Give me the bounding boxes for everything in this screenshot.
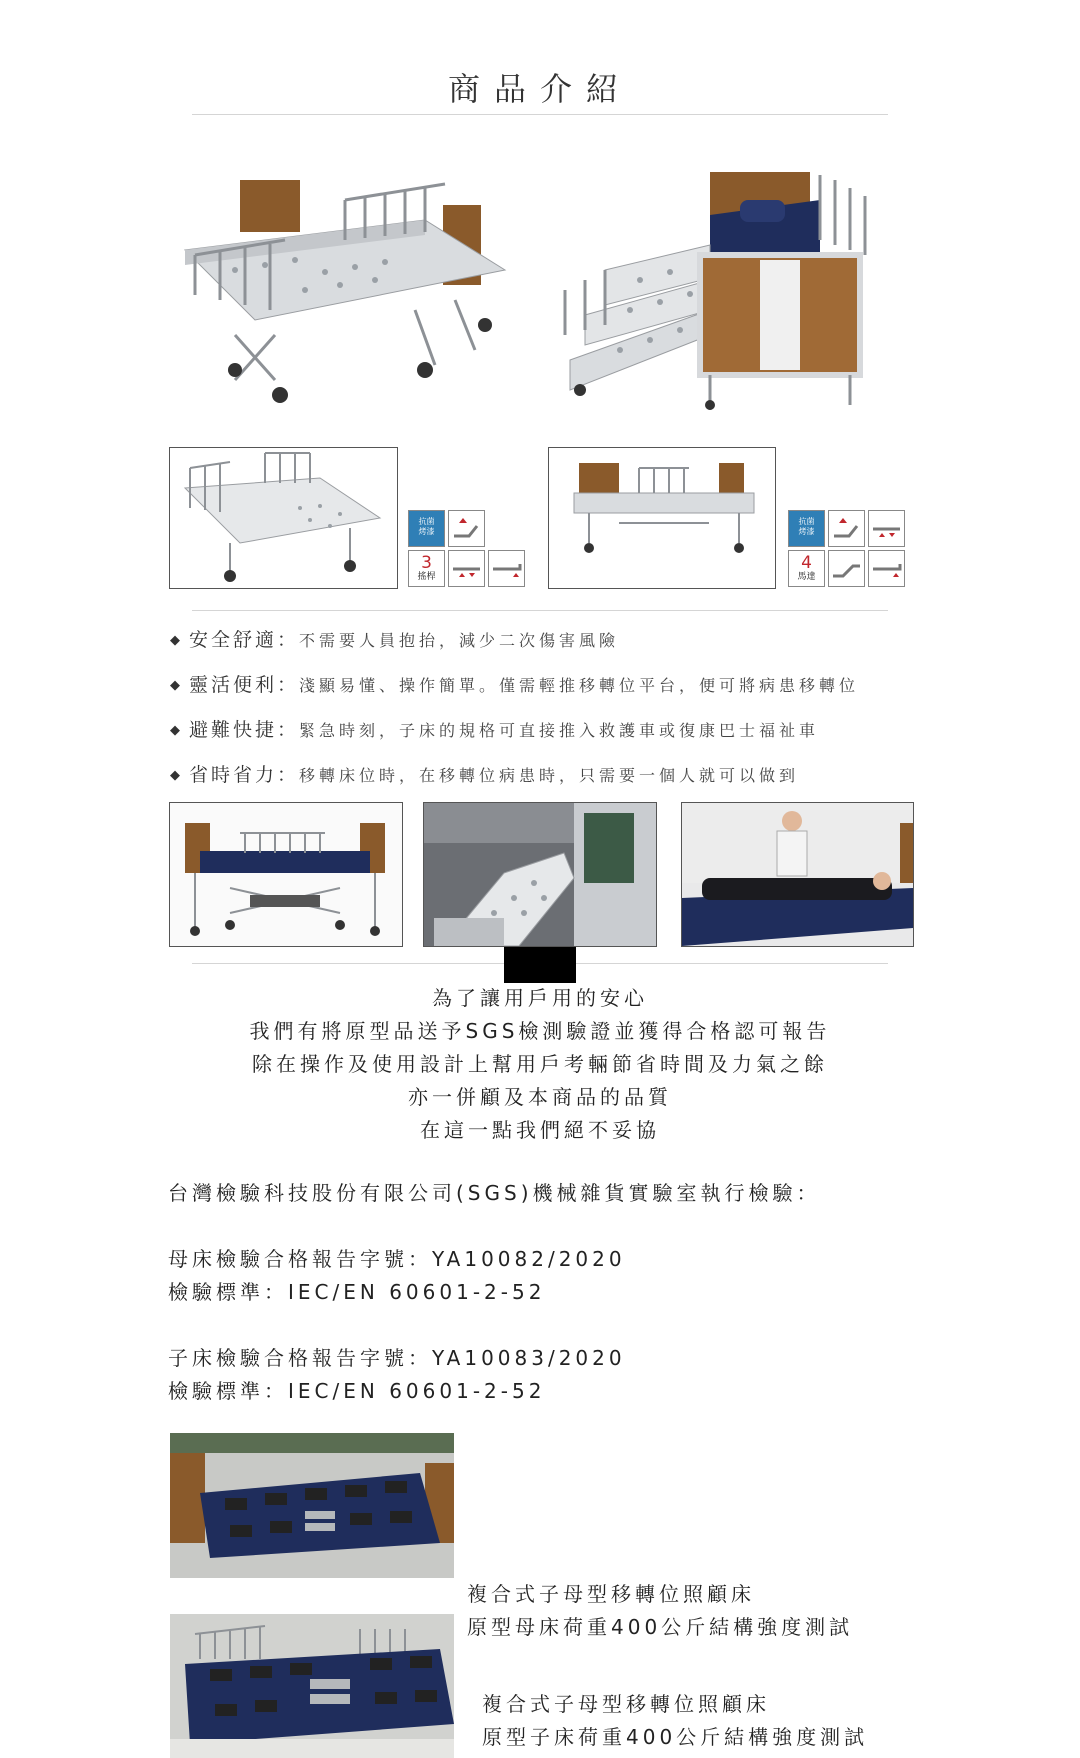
diamond-bullet-icon: ◆ [170,633,183,648]
load-test-title: 複合式子母型移轉位照顧床 [482,1692,770,1716]
statement-line: 除在操作及使用設計上幫用戶考輛節省時間及力氣之餘 [252,1052,828,1076]
load-test-photo-parent [170,1433,454,1578]
section-divider [192,610,888,611]
diamond-bullet-icon: ◆ [170,723,183,738]
bed-position-icon [488,550,525,587]
page-title: 商品介紹 [447,70,632,108]
report-standard: 檢驗標準：IEC/EN 60601-2-52 [168,1280,546,1304]
feature-title: 靈活便利 [189,674,278,696]
motor-count: 4 [801,553,812,573]
antibacterial-badge [408,510,445,547]
variant-photo-crank [169,447,398,589]
load-test-desc: 原型母床荷重400公斤結構強度測試 [467,1615,854,1639]
redaction-block [504,947,576,983]
bed-position-icon [448,550,485,587]
load-test-title: 複合式子母型移轉位照顧床 [467,1582,755,1606]
title-divider [192,114,888,115]
feature-item [170,670,859,697]
feature-desc: 移轉床位時，在移轉位病患時，只需要一個人就可以做到 [299,766,800,785]
diamond-bullet-icon: ◆ [170,768,183,783]
load-test-desc: 原型子床荷重400公斤結構強度測試 [482,1725,869,1749]
crank-count: 3 [421,553,432,573]
motor-count-badge [788,550,825,587]
feature-colon: ： [277,629,300,651]
feature-item [170,715,819,742]
bed-position-icon [448,510,485,547]
feature-item [170,625,619,652]
statement-line: 亦一併顧及本商品的品質 [408,1085,672,1109]
sgs-intro: 台灣檢驗科技股份有限公司(SGS)機械雜貨實驗室執行檢驗： [168,1181,821,1205]
feature-colon: ： [277,764,300,786]
feature-desc: 緊急時刻，子床的規格可直接推入救護車或復康巴士福祉車 [299,721,820,740]
bed-position-icon [828,550,865,587]
statement-line: 為了讓用戶用的安心 [432,986,648,1010]
feature-desc: 不需要人員抱抬，減少二次傷害風險 [299,631,620,650]
statement-line: 在這一點我們絕不妥協 [420,1118,660,1142]
demo-photo-bed [169,802,403,947]
feature-title: 省時省力 [189,764,278,786]
feature-colon: ： [277,719,300,741]
bed-position-icon [828,510,865,547]
feature-colon: ： [277,674,300,696]
bed-position-icon [868,510,905,547]
report-number: 母床檢驗合格報告字號：YA10082/2020 [168,1247,626,1271]
variant-photo-motor [548,447,776,589]
feature-title: 安全舒適 [189,629,278,651]
diamond-bullet-icon: ◆ [170,678,183,693]
load-test-photo-child [170,1614,454,1758]
badge-label: 抗菌 烤漆 [798,517,815,536]
motor-caption: 馬達 [797,572,816,582]
hero-photo-right [550,160,920,420]
feature-title: 避難快捷 [189,719,278,741]
report-number: 子床檢驗合格報告字號：YA10083/2020 [168,1346,626,1370]
crank-caption: 搖桿 [417,572,436,582]
report-standard: 檢驗標準：IEC/EN 60601-2-52 [168,1379,546,1403]
demo-photo-ambulance [423,802,657,947]
bed-position-icon [868,550,905,587]
feature-item [170,760,799,787]
demo-photo-transfer [681,802,914,947]
hero-photo-left [175,160,525,420]
badge-label: 抗菌 烤漆 [418,517,435,536]
antibacterial-badge [788,510,825,547]
crank-count-badge [408,550,445,587]
statement-line: 我們有將原型品送予SGS檢測驗證並獲得合格認可報告 [249,1019,831,1043]
feature-desc: 淺顯易懂、操作簡單。僅需輕推移轉位平台，便可將病患移轉位 [299,676,860,695]
